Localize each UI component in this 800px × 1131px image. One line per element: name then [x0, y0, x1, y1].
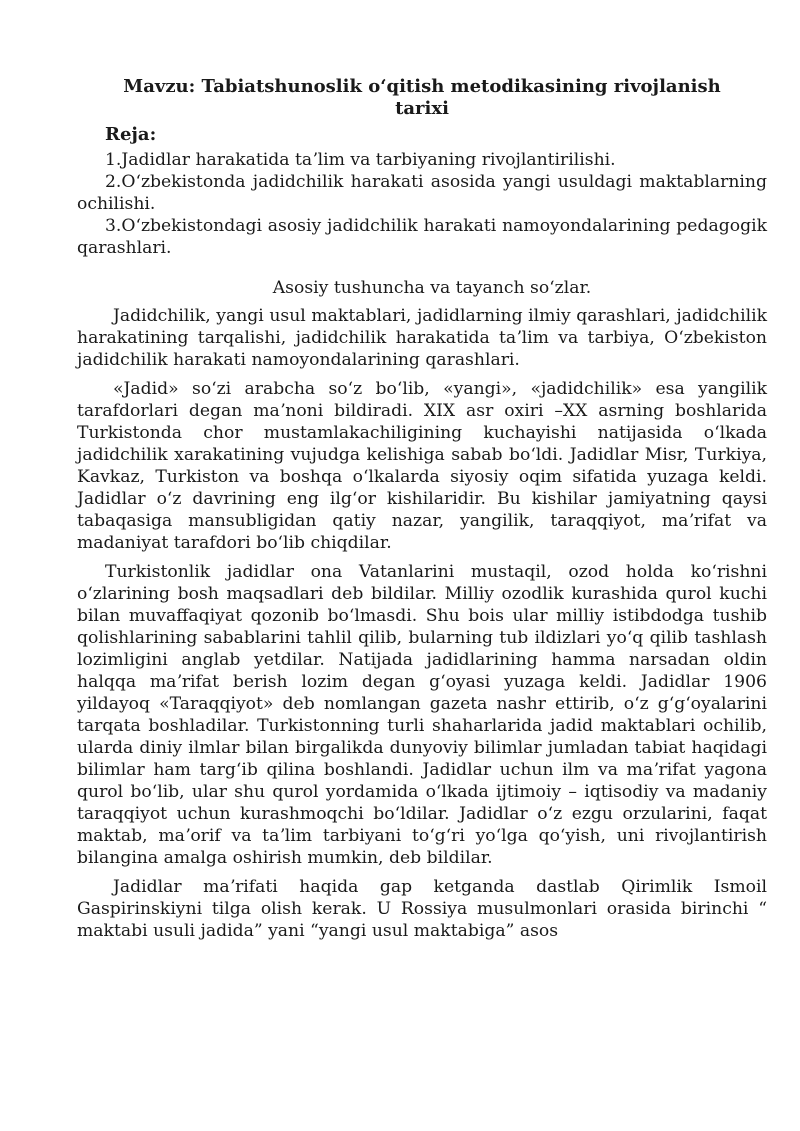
body-paragraph-jadid-meaning: «Jadid» soʻzi arabcha soʻz boʻlib, «yangi», «jadidchilik» esa yangilik tarafdorlari degan maʼnoni bildiradi. XIX asr oxiri –XX asrning boshlarida Turkistonda chor mustamlakachiligining kuchayishi natijasida oʻlkada jadidchilik xarakatining vujudga kelishiga sabab boʻldi. Jadidlar Misr, Turkiya, Kavkaz, Turkiston va boshqa oʻlkalarda siyosiy oqim sifatida yuzaga keldi. Jadidlar oʻz davrining eng ilgʻor kishilaridir. Bu kishilar jamiyatning qaysi tabaqasiga mansubligidan qatiy nazar, yangilik, taraqqiyot, maʼrifat va madaniyat tarafdori boʻlib chiqdilar.	[77, 379, 767, 553]
body-paragraph-turkistan-jadids: Turkistonlik jadidlar ona Vatanlarini mustaqil, ozod holda koʻrishni oʻzlarining bosh maqsadlari deb bildilar. Milliy ozodlik kurashida qurol kuchi bilan muvaffaqiyat qozonib boʻlmasdi. Shu bois ular milliy istibdodga tushib qolishlarining sabablarini tahlil qilib, bularning tub ildizlari yoʻq qilib tashlash lozimligini anglab yetdilar. Natijada jadidlarining hamma narsadan oldin halqqa maʼrifat berish lozim degan gʻoyasi yuzaga keldi. Jadidlar 1906 yildayoq «Taraqqiyot» deb nomlangan gazeta nashr ettirib, oʻz gʻgʻoyalarini tarqata boshladilar. Turkistonning turli shaharlarida jadid maktablari ochilib, ularda diniy ilmlar bilan birgalikda dunyoviy bilimlar jumladan tabiat haqidagi bilimlar ham targʻib qilina boshlandi. Jadidlar uchun ilm va maʼrifat yagona qurol boʻlib, ular shu qurol yordamida oʻlkada ijtimoiy – iqtisodiy va madaniy taraqqiyot uchun kurashmoqchi boʻldilar. Jadidlar oʻz ezgu orzularini, faqat maktab, maʼorif va taʼlim tarbiyani toʻgʻri yoʻlga qoʻyish, uni rivojlantirish bilangina amalga oshirish mumkin, deb bildilar.	[77, 562, 767, 868]
key-terms-paragraph: Jadidchilik, yangi usul maktablari, jadidlarning ilmiy qarashlari, jadidchilik harakatining tarqalishi, jadidchilik harakatida taʼlim va tarbiya, Oʻzbekiston jadidchilik harakati namoyondalarining qarashlari.	[77, 306, 767, 370]
plan-item-2: 2.Oʻzbekistonda jadidchilik harakati asosida yangi usuldagi maktablarning ochilishi.	[77, 172, 767, 214]
document-page	[77, 76, 767, 949]
plan-item-3: 3.Oʻzbekistondagi asosiy jadidchilik harakati namoyondalarining pedagogik qarashlari.	[77, 216, 767, 258]
plan-item-1: 1.Jadidlar harakatida taʼlim va tarbiyaning rivojlantirilishi.	[105, 150, 616, 170]
body-paragraph-gaspirinskiy: Jadidlar maʼrifati haqida gap ketganda dastlab Qirimlik Ismoil Gaspirinskiyni tilga olish kerak. U Rossiya musulmonlari orasida birinchi “ maktabi usuli jadida” yani “yangi usul maktabiga” asos	[77, 877, 767, 941]
document-title: Mavzu: Tabiatshunoslik oʻqitish metodikasining rivojlanish tarixi	[123, 76, 721, 119]
plan-heading: Reja:	[105, 124, 157, 145]
key-terms-heading: Asosiy tushuncha va tayanch soʻzlar.	[272, 278, 592, 298]
